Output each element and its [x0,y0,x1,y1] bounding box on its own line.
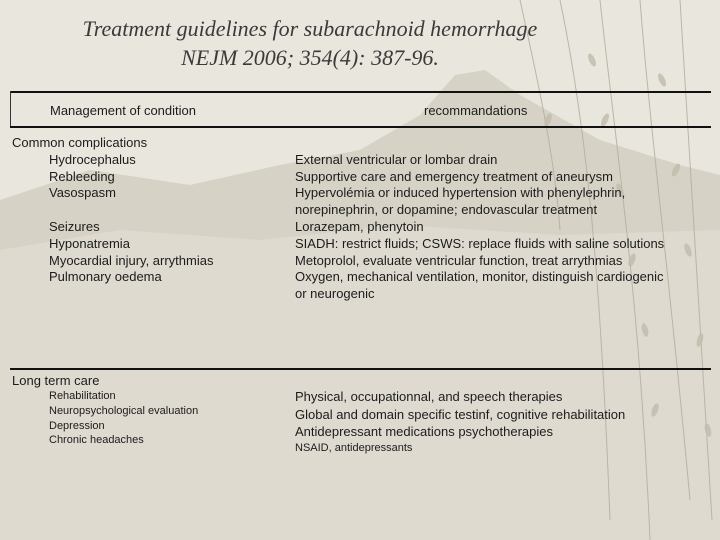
header-management: Management of condition [50,103,196,118]
long-term-item: Rehabilitation [49,390,116,402]
section-heading-long-term: Long term care [12,373,100,388]
section-divider-rule [10,368,711,370]
long-term-recommendation: NSAID, antidepressants [295,442,413,454]
recommendation-item: Metoprolol, evaluate ventricular function, treat arrythmias [295,252,623,268]
title-line-2: NEJM 2006; 354(4): 387-96. [181,45,439,70]
complication-item: Hyponatremia [49,235,130,251]
complication-item: Vasospasm [49,185,116,201]
title-line-1: Treatment guidelines for subarachnoid hemorrhage [82,16,538,41]
complication-item: Pulmonary oedema [49,269,162,285]
recommendation-item: or neurogenic [295,286,375,302]
long-term-item: Depression [49,419,105,432]
long-term-recommendation: Physical, occupationnal, and speech therapies [295,389,563,404]
header-bottom-rule [10,126,711,128]
long-term-item: Chronic headaches [49,434,144,446]
long-term-recommendation: Antidepressant medications psychotherapies [295,424,553,439]
complication-item: Rebleeding [49,168,115,184]
header-recommendations: recommandations [424,103,528,118]
long-term-recommendation: Global and domain specific testinf, cognitive rehabilitation [295,406,626,422]
section-heading-complications: Common complications [12,135,148,150]
recommendation-item: norepinephrin, or dopamine; endovascular treatment [295,202,598,218]
table-top-rule [10,91,711,93]
recommendation-item: Supportive care and emergency treatment of aneurysm [295,168,613,184]
recommendation-item: SIADH: restrict fluids; CSWS: replace fluids with saline solutions [295,235,665,251]
slide-title [0,14,620,72]
long-term-item: Neuropsychological evaluation [49,405,199,417]
recommendation-item: Hypervolémia or induced hypertension with phenylephrin, [295,185,626,201]
recommendation-item: Oxygen, mechanical ventilation, monitor, distinguish cardiogenic [295,269,664,285]
complication-item: Hydrocephalus [49,151,136,167]
complication-item: Myocardial injury, arrythmias [49,252,214,268]
recommendation-item: Lorazepam, phenytoin [295,219,424,234]
table-left-border [10,91,11,127]
recommendation-item: External ventricular or lombar drain [295,151,498,167]
complication-item: Seizures [49,219,100,234]
